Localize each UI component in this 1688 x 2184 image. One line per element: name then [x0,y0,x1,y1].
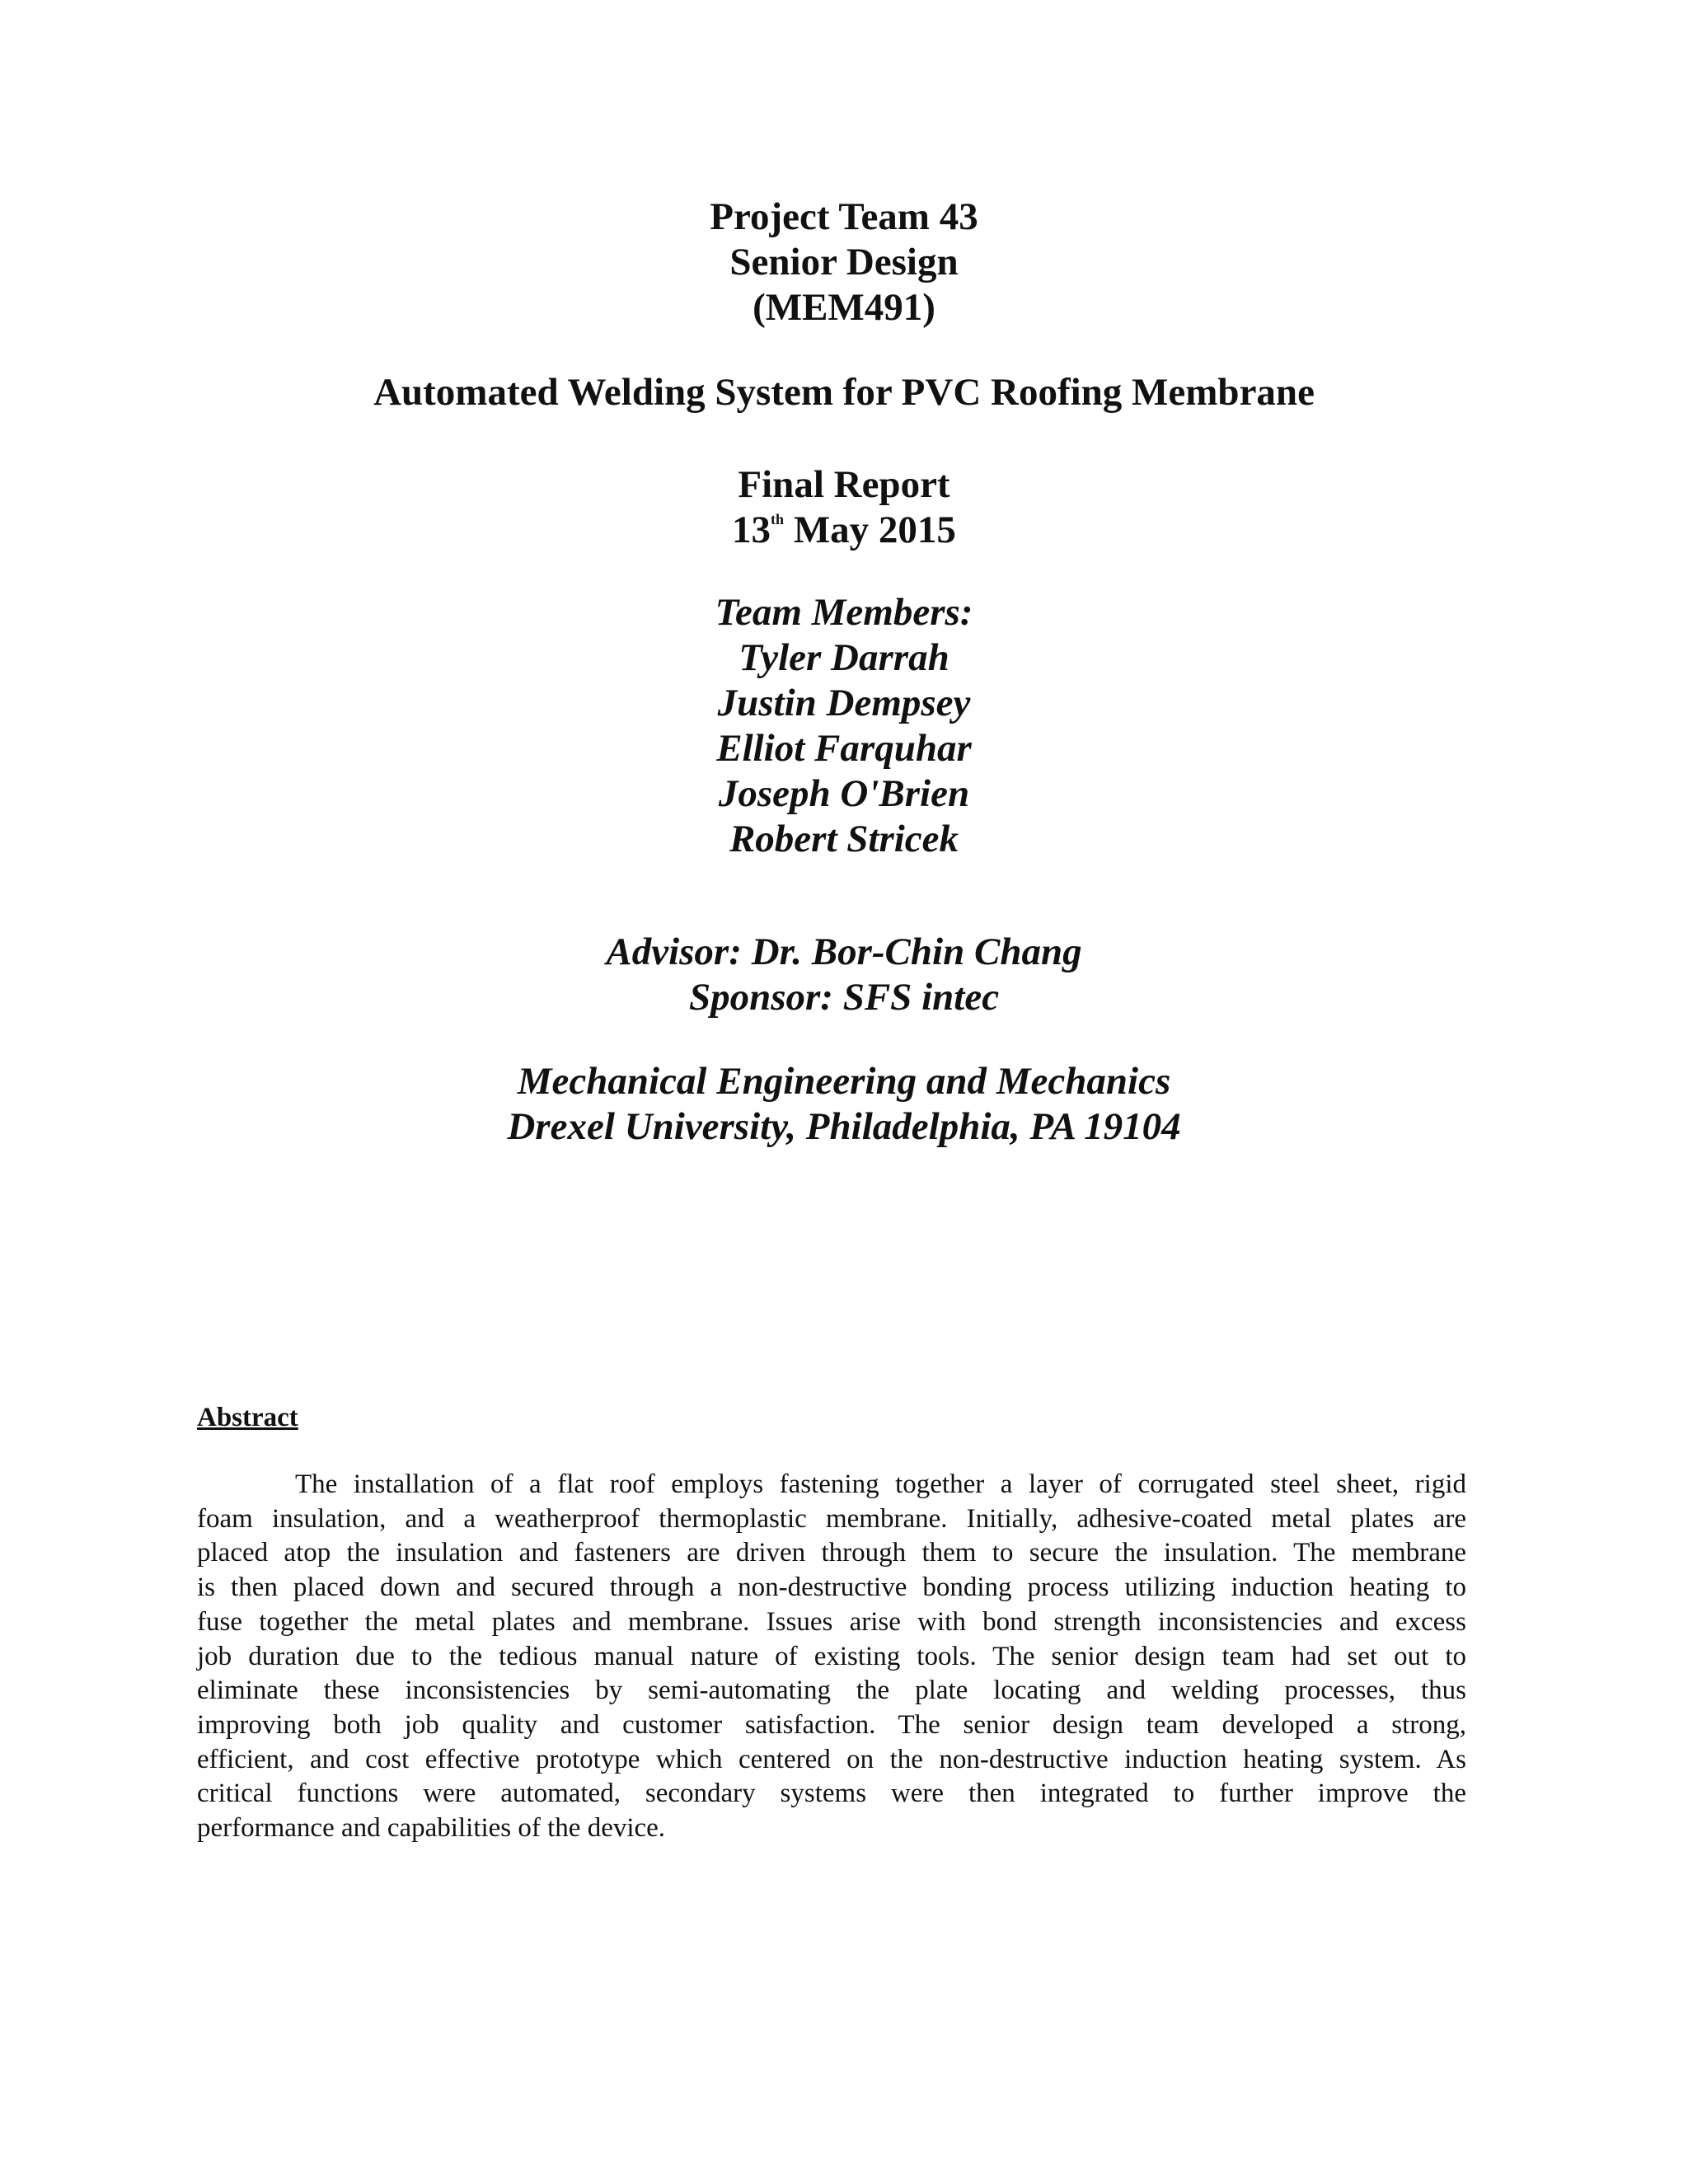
abstract-line: The installation of a flat roof employs fastening together a layer of corrugated steel sheet, rigid [295,1469,1466,1499]
team-member: Robert Stricek [729,818,959,860]
team-member: Joseph O'Brien [718,772,970,815]
abstract-line: job duration due to the tedious manual nature of existing tools. The senior design team had set out to [197,1641,1466,1671]
title-block [0,194,1688,330]
title-line-course-code: (MEM491) [753,286,935,329]
abstract-line: improving both job quality and customer satisfaction. The senior design team developed a strong, [197,1709,1466,1740]
abstract-line: performance and capabilities of the device. [197,1813,666,1844]
date-month-year: May 2015 [793,509,956,551]
team-member: Elliot Farquhar [716,727,972,770]
team-member: Tyler Darrah [738,636,950,679]
title-line-course: Senior Design [729,241,959,284]
abstract-line: foam insulation, and a weatherproof thermoplastic membrane. Initially, adhesive-coated metal plates are [197,1503,1466,1534]
abstract-line: efficient, and cost effective prototype which centered on the non-destructive induction heating system. As [197,1744,1466,1774]
team-heading: Team Members: [715,591,973,634]
abstract-heading: Abstract [197,1403,298,1432]
abstract-line: is then placed down and secured through a non-destructive bonding process utilizing induction heating to [197,1572,1466,1603]
report-info [0,462,1688,553]
university: Drexel University, Philadelphia, PA 19104 [507,1105,1181,1148]
sponsor: Sponsor: SFS intec [688,976,1000,1019]
date-day: 13 [732,509,771,551]
abstract-line: placed atop the insulation and fasteners are driven through them to secure the insulation. The membrane [197,1538,1466,1568]
project-title [0,370,1688,415]
report-type: Final Report [738,463,950,506]
abstract-line: fuse together the metal plates and membrane. Issues arise with bond strength inconsistencies and excess [197,1606,1466,1637]
abstract-body [197,1468,1466,1846]
abstract-line: eliminate these inconsistencies by semi-automating the plate locating and welding processes, thus [197,1675,1466,1706]
project-title-text: Automated Welding System for PVC Roofing Membrane [373,371,1315,414]
abstract-line: critical functions were automated, secondary systems were then integrated to further improve the [197,1779,1466,1809]
team-member: Justin Dempsey [717,682,971,724]
department: Mechanical Engineering and Mechanics [517,1060,1171,1103]
affiliation-block [0,1059,1688,1150]
title-line-team: Project Team 43 [710,195,978,238]
team-members-block [0,590,1688,862]
advisor-sponsor-block [0,930,1688,1020]
date-day-suffix: th [771,511,785,527]
report-date [0,508,1688,553]
advisor: Advisor: Dr. Bor-Chin Chang [606,930,1082,973]
